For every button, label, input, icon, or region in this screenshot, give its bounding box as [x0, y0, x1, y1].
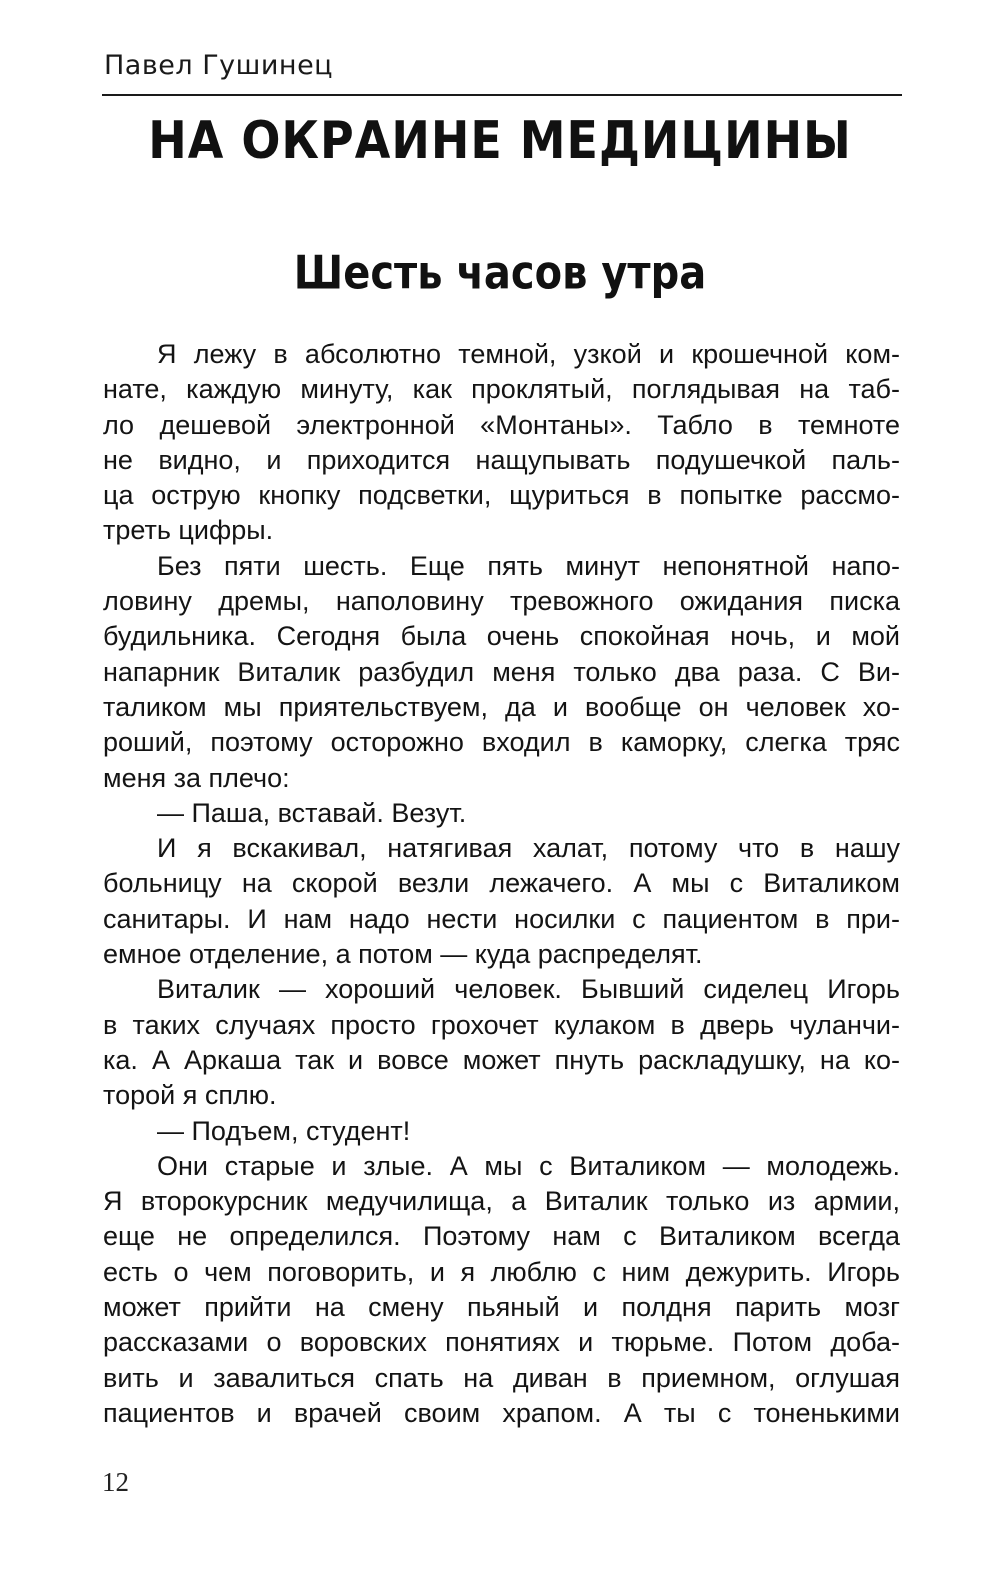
text-line: есть о чем поговорить, и я люблю с ним дежурить. Игорь	[103, 1256, 900, 1287]
text-line: в таких случаях просто грохочет кулаком в дверь чуланчи-	[103, 1009, 900, 1040]
text-line: еще не определился. Поэтому нам с Виталиком всегда	[103, 1221, 900, 1252]
text-line: треть цифры.	[103, 515, 274, 546]
text-line: больницу на скорой везли лежачего. А мы с Виталиком	[103, 868, 900, 899]
text-line: санитары. И нам надо нести носилки с пациентом в при-	[103, 903, 900, 934]
text-line: Я второкурсник медучилища, а Виталик только из армии,	[103, 1186, 900, 1217]
text-line: меня за плечо:	[103, 762, 290, 793]
text-line: нате, каждую минуту, как проклятый, поглядывая на таб-	[103, 374, 900, 405]
text-line: ловину дремы, наполовину тревожного ожидания писка	[103, 586, 900, 617]
text-line: может прийти на смену пьяный и полдня парить мозг	[103, 1292, 900, 1323]
text-line: Виталик — хороший человек. Бывший сиделец Игорь	[157, 974, 900, 1005]
text-line: торой я сплю.	[103, 1080, 277, 1111]
text-line: ка. А Аркаша так и вовсе может пнуть раскладушку, на ко-	[103, 1044, 900, 1075]
text-line: ло дешевой электронной «Монтаны». Табло в темноте	[103, 409, 900, 440]
text-line: И я вскакивал, натягивая халат, потому что в нашу	[157, 833, 900, 864]
text-line: емное отделение, а потом — куда распределят.	[103, 939, 703, 970]
text-line: пациентов и врачей своим храпом. А ты с тоненькими	[103, 1397, 900, 1428]
text-line: роший, поэтому осторожно входил в каморку, слегка тряс	[103, 727, 900, 758]
dialogue-line: — Подъем, студент!	[157, 1115, 411, 1146]
header-rule	[102, 94, 902, 96]
text-line: напарник Виталик разбудил меня только два раза. С Ви-	[103, 656, 900, 687]
text-line: не видно, и приходится нащупывать подушечкой паль-	[103, 444, 900, 475]
text-line: вить и завалиться спать на диван в приемном, оглушая	[103, 1362, 900, 1393]
text-line: ца острую кнопку подсветки, щуриться в попытке рассмо-	[103, 480, 900, 511]
page-number: 12	[102, 1467, 129, 1497]
text-line: рассказами о воровских понятиях и тюрьме. Потом доба-	[103, 1327, 900, 1358]
running-header-author: Павел Гушинец	[104, 50, 334, 81]
text-line: Они старые и злые. А мы с Виталиком — молодежь.	[157, 1150, 900, 1181]
section-title: Шесть часов утра	[293, 247, 707, 300]
body-text	[103, 337, 900, 1431]
text-line: будильника. Сегодня была очень спокойная ночь, и мой	[103, 621, 900, 652]
dialogue-line: — Паша, вставай. Везут.	[157, 797, 467, 828]
text-line: Без пяти шесть. Еще пять минут непонятной напо-	[157, 550, 900, 581]
text-line: Я лежу в абсолютно темной, узкой и крошечной ком-	[157, 339, 900, 369]
chapter-title: НА ОКРАИНЕ МЕДИЦИНЫ	[148, 110, 852, 171]
text-line: таликом мы приятельствуем, да и вообще он человек хо-	[103, 691, 900, 722]
